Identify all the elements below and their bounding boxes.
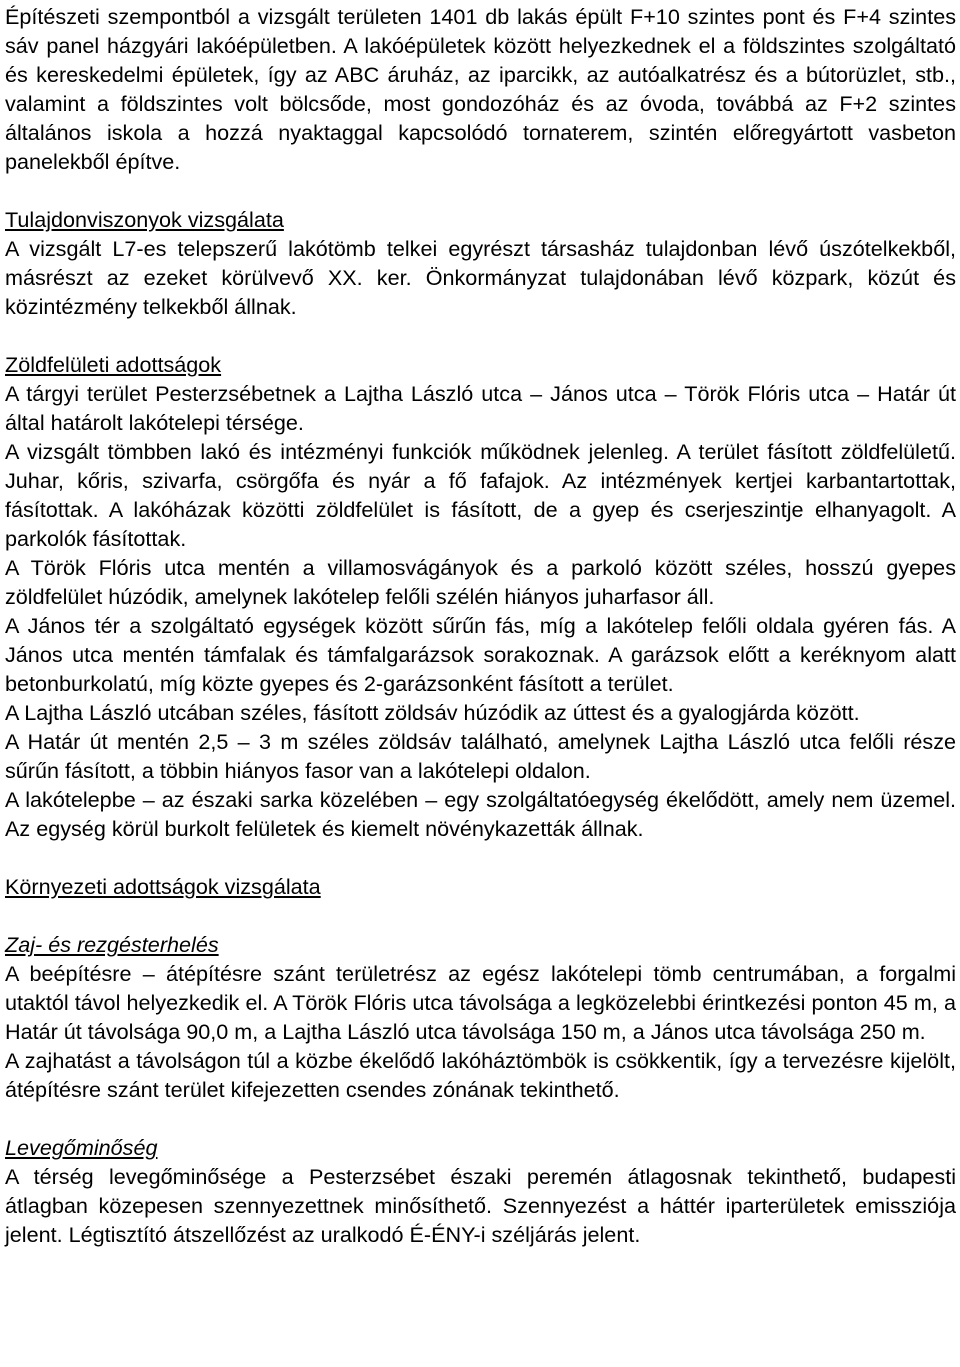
- green-section: [5, 350, 956, 843]
- green-paragraph-boundaries: A tárgyi terület Pesterzsébetnek a Lajtha László utca – János utca – Török Flóris utca – Határ út által határolt lakótelepi térsége.: [5, 381, 956, 435]
- noise-section: [5, 930, 956, 1104]
- green-paragraph-lajtha: A Lajtha László utcában széles, fásított zöldsáv húzódik az úttest és a gyalogjárda között.: [5, 700, 860, 725]
- section-spacer: [5, 176, 956, 205]
- section-spacer: [5, 843, 956, 872]
- section-spacer: [5, 321, 956, 350]
- green-paragraph-janos: A János tér a szolgáltató egységek között sűrűn fás, míg a lakótelep felőli oldala gyéren fás. A János utca mentén támfalak és támfalgarázsok sorakoznak. A garázsok előtt a keréknyom alatt betonburkolatú, míg közte gyepes és 2-garázsonként fásított a terület.: [5, 613, 956, 696]
- noise-paragraph-effect: A zajhatást a távolságon túl a közbe ékelődő lakóháztömbök is csökkentik, így a tervezésre kijelölt, átépítésre szánt terület kifejezetten csendes zónának tekinthető.: [5, 1048, 956, 1102]
- air-section: [5, 1133, 956, 1249]
- green-paragraph-hatar: A Határ út mentén 2,5 – 3 m széles zöldsáv található, amelynek Lajtha László utca felőli része sűrűn fásított, a többin hiányos fasor van a lakótelepi oldalon.: [5, 729, 956, 783]
- environment-heading: Környezeti adottságok vizsgálata: [5, 874, 321, 899]
- environment-section: [5, 872, 956, 901]
- noise-paragraph-distances: A beépítésre – átépítésre szánt területrész az egész lakótelepi tömb centrumában, a forgalmi utaktól távol helyezkedik el. A Török Flóris utca távolsága a legközelebbi érintkezési ponton 45 m, a Határ út távolsága 90,0 m, a Lajtha László utca távolsága 150 m, a János utca távolsága 250 m.: [5, 961, 956, 1044]
- green-paragraph-service-unit: A lakótelepbe – az északi sarka közelében – egy szolgáltatóegység ékelődött, amely nem üzemel. Az egység körül burkolt felületek és kiemelt növénykazetták állnak.: [5, 787, 956, 841]
- section-spacer: [5, 1104, 956, 1133]
- ownership-paragraph: A vizsgált L7-es telepszerű lakótömb telkei egyrészt társasház tulajdonban lévő úszótelkekből, másrészt az ezeket körülvevő XX. ker. Önkormányzat tulajdonában lévő közpark, közút és közintézmény telkekből állnak.: [5, 236, 956, 319]
- noise-heading: Zaj- és rezgésterhelés: [5, 932, 219, 957]
- ownership-heading: Tulajdonviszonyok vizsgálata: [5, 207, 284, 232]
- green-paragraph-torok-florist: A Török Flóris utca mentén a villamosvágányok és a parkoló között széles, hosszú gyepes zöldfelület húzódik, amelynek lakótelep felőli szélén hiányos juharfasor áll.: [5, 555, 956, 609]
- air-heading: Levegőminőség: [5, 1135, 158, 1160]
- green-heading: Zöldfelületi adottságok: [5, 352, 222, 377]
- section-spacer: [5, 901, 956, 930]
- intro-paragraph: Építészeti szempontból a vizsgált területen 1401 db lakás épült F+10 szintes pont és F+4 szintes sáv panel házgyári lakóépületben. A lakóépületek között helyezkednek el a földszintes szolgáltató és kereskedelmi épületek, így az ABC áruház, az iparcikk, az autóalkatrész és a bútorüzlet, stb., valamint a földszintes volt bölcsőde, most gondozóház és az óvoda, továbbá az F+2 szintes általános iskola a hozzá nyaktaggal kapcsolódó tornaterem, szintén előregyártott vasbeton panelekből építve.: [5, 4, 956, 174]
- green-paragraph-functions: A vizsgált tömbben lakó és intézményi funkciók működnek jelenleg. A terület fásított zöldfelületű. Juhar, kőris, szivarfa, csörgőfa és nyár a fő fafajok. Az intézmények kertjei karbantartottak, fásítottak. A lakóházak közötti zöldfelület is fásított, de a gyep és cserjeszintje elhanyagolt. A parkolók fásítottak.: [5, 439, 956, 551]
- intro-section: [5, 2, 956, 176]
- air-paragraph: A térség levegőminősége a Pesterzsébet északi peremén átlagosnak tekinthető, budapesti átlagban közepesen szennyezettnek minősíthető. Szennyezést a háttér iparterületek emissziója jelent. Légtisztító átszellőzést az uralkodó É-ÉNY-i széljárás jelent.: [5, 1164, 956, 1247]
- ownership-section: [5, 205, 956, 321]
